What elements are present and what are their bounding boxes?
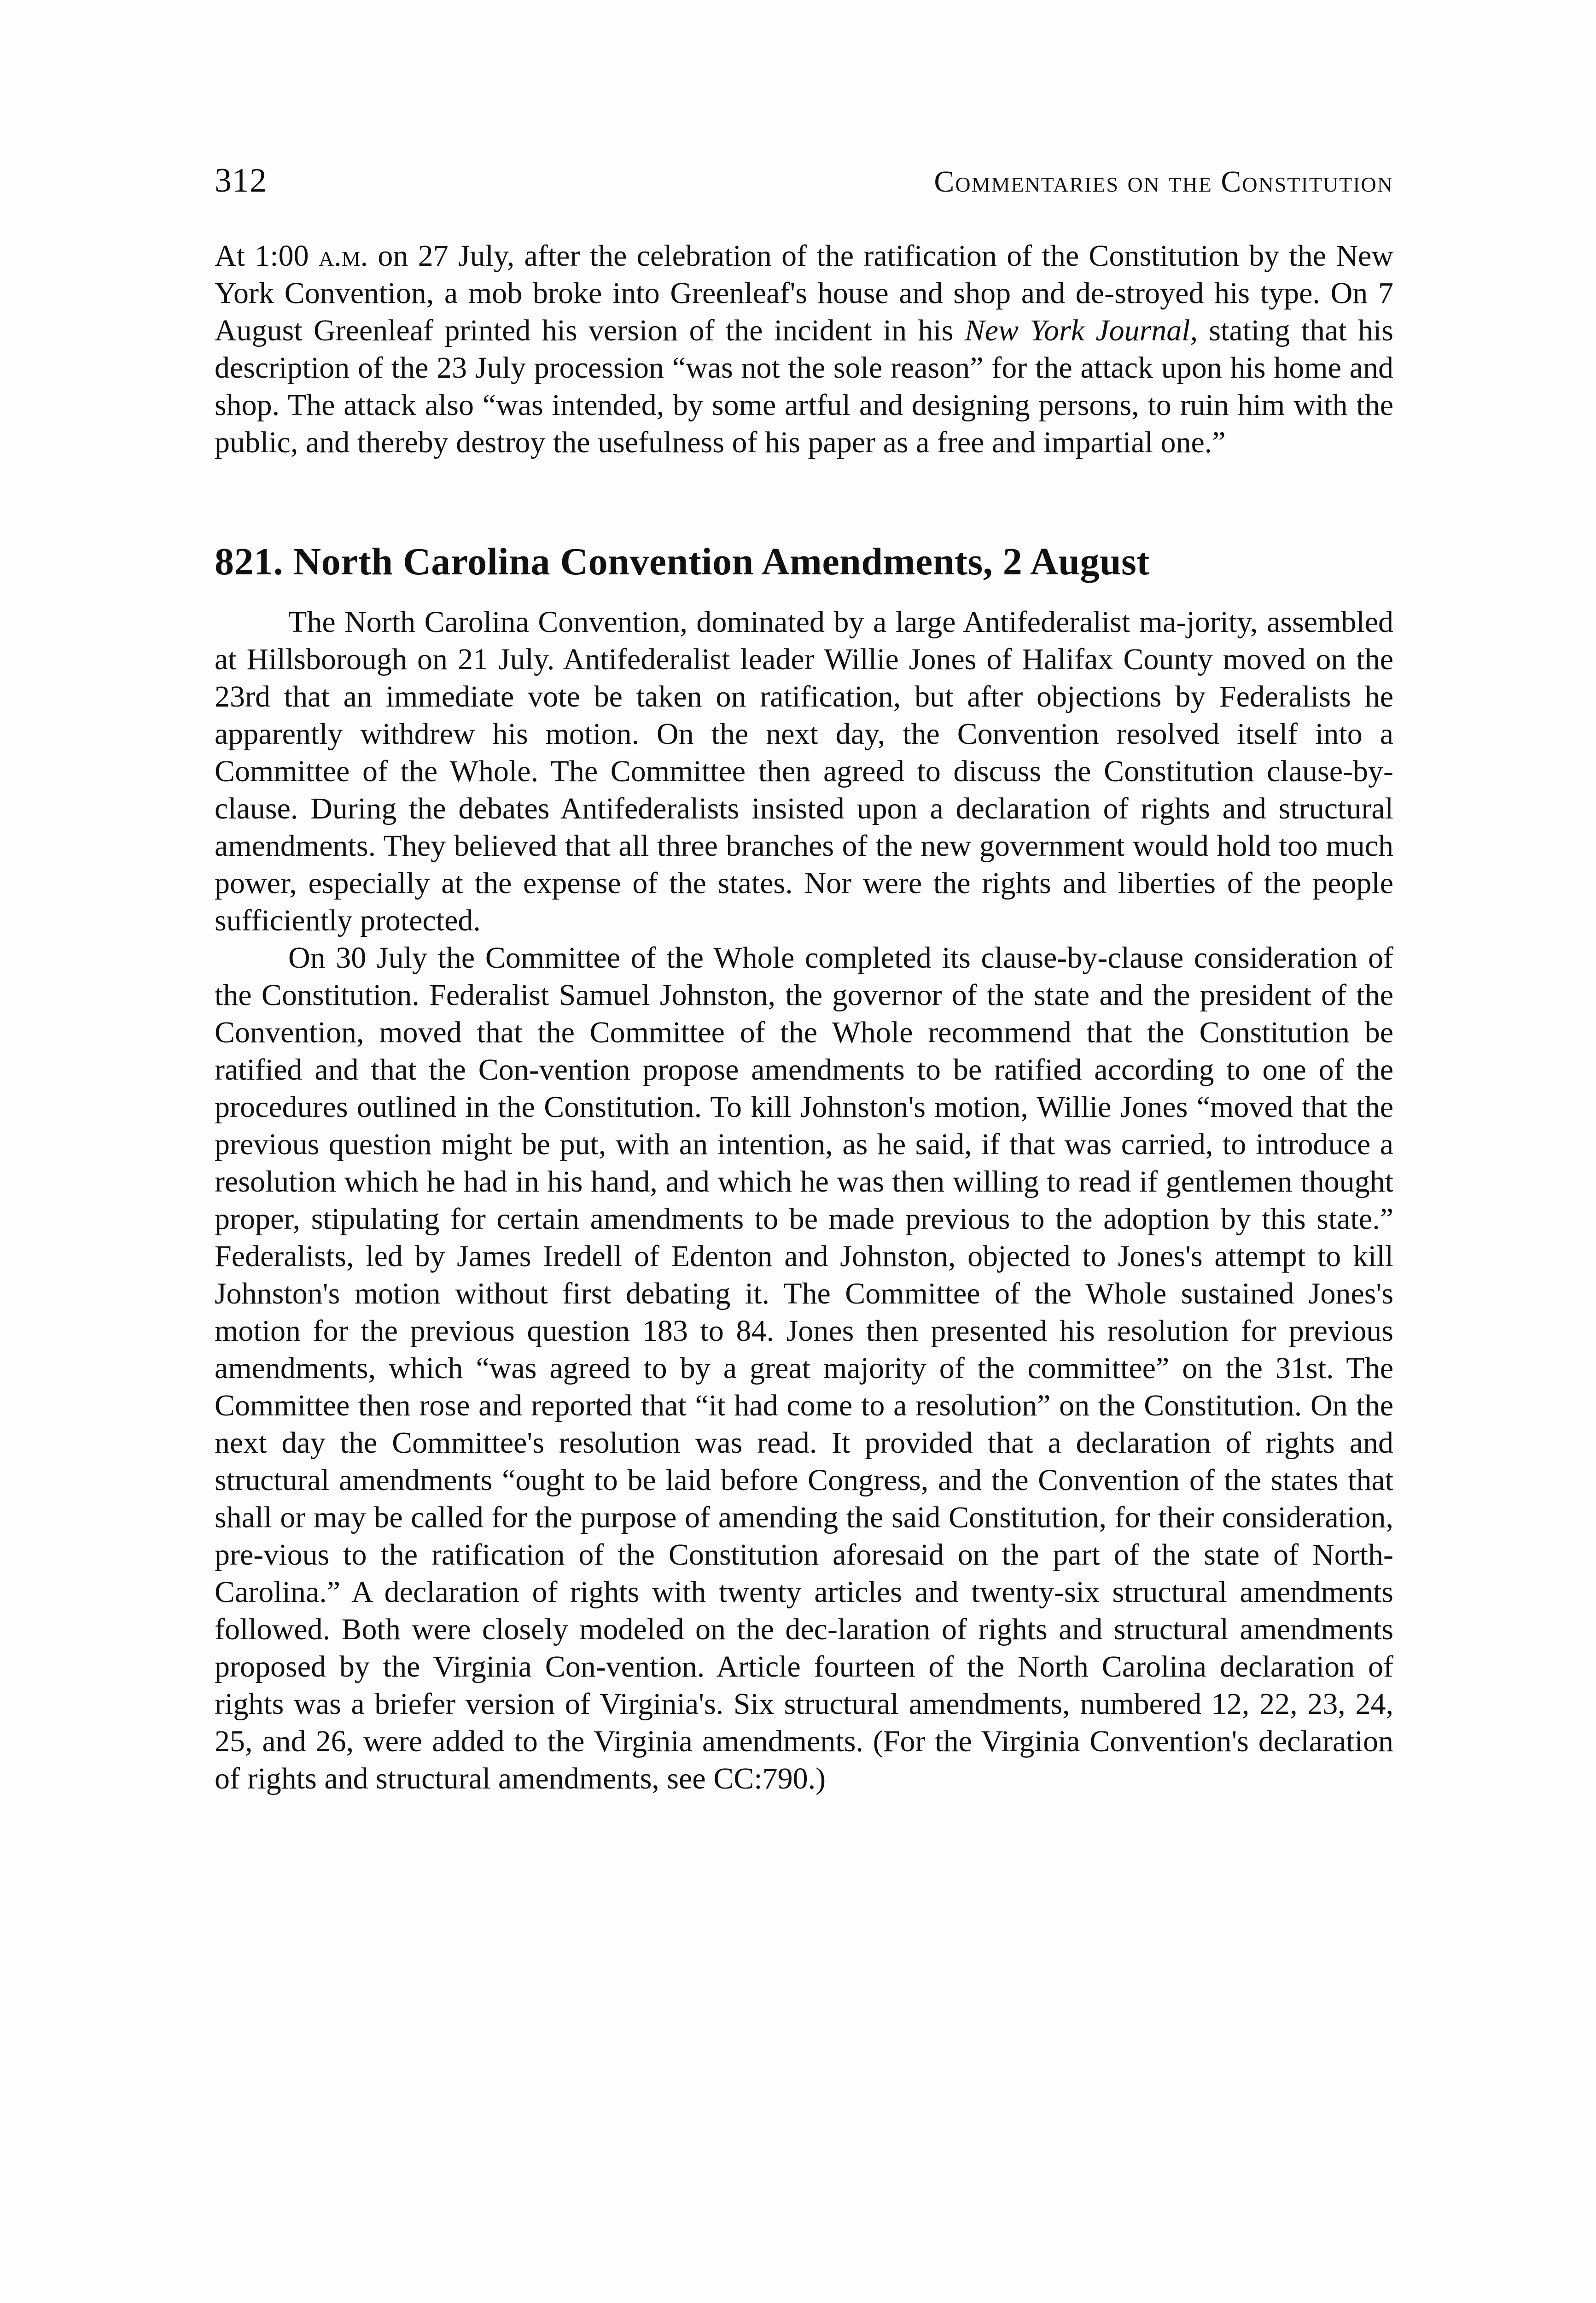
section-heading: 821. North Carolina Convention Amendments, 2 August xyxy=(215,540,1150,583)
intro-text-after-journal: stating that his description of the 23 July procession “was not the sole reason” for the attack upon his home and shop. The attack also “was intended, by some artful and designing persons, to ruin him with the public, and thereby destroy the usefulness of his paper as a free and impartial one.” xyxy=(215,314,1393,459)
running-title: Commentaries on the Constitution xyxy=(934,165,1393,199)
intro-text-after-time: on 27 July, after the celebration of the ratification of the Constitution by the New York Convention, a mob broke into Greenleaf's house and shop and de-stroyed his type. On 7 August Greenleaf printed his version of the incident in his xyxy=(215,239,1393,347)
intro-paragraph-block xyxy=(215,237,1393,461)
section-body xyxy=(215,603,1393,1797)
intro-paragraph xyxy=(215,237,1393,461)
body-paragraph-1: The North Carolina Convention, dominated by a large Antifederalist ma-jority, assembled at Hillsborough on 21 July. Antifederalist leader Willie Jones of Halifax County moved on the 23rd that an immediate vote be taken on ratification, but after objections by Federalists he apparently withdrew his motion. On the next day, the Convention resolved itself into a Committee of the Whole. The Committee then agreed to discuss the Constitution clause-by-clause. During the debates Antifederalists insisted upon a declaration of rights and structural amendments. They believed that all three branches of the new government would hold too much power, especially at the expense of the states. Nor were the rights and liberties of the people sufficiently protected. xyxy=(215,605,1393,937)
body-paragraph-2: On 30 July the Committee of the Whole completed its clause-by-clause consideration of the Constitution. Federalist Samuel Johnston, the governor of the state and the president of the Convention, moved that the Committee of the Whole recommend that the Constitution be ratified and that the Con-vention propose amendments to be ratified according to one of the procedures outlined in the Constitution. To kill Johnston's motion, Willie Jones “moved that the previous question might be put, with an intention, as he said, if that was carried, to introduce a resolution which he had in his hand, and which he was then willing to read if gentlemen thought proper, stipulating for certain amendments to be made previous to the adoption by this state.” Federalists, led by James Iredell of Edenton and Johnston, objected to Jones's attempt to kill Johnston's motion without first debating it. The Committee of the Whole sustained Jones's motion for the previous question 183 to 84. Jones then presented his resolution for previous amendments, which “was agreed to by a great majority of the committee” on the 31st. The Committee then rose and reported that “it had come to a resolution” on the Constitution. On the next day the Committee's resolution was read. It provided that a declaration of rights and structural amendments “ought to be laid before Congress, and the Convention of the states that shall or may be called for the purpose of amending the said Constitution, for their consideration, pre-vious to the ratification of the Constitution aforesaid on the part of the state of North-Carolina.” A declaration of rights with twenty articles and twenty-six structural amendments followed. Both were closely modeled on the dec-laration of rights and structural amendments proposed by the Virginia Con-vention. Article fourteen of the North Carolina declaration of rights was a briefer version of Virginia's. Six structural amendments, numbered 12, 22, 23, 24, 25, and 26, were added to the Virginia amendments. (For the Virginia Convention's declaration of rights and structural amendments, see CC:790.) xyxy=(215,941,1393,1795)
journal-title: New York Journal, xyxy=(964,314,1198,347)
page-number: 312 xyxy=(215,162,267,199)
intro-text-before-time: At 1:00 xyxy=(215,239,319,273)
running-head xyxy=(215,161,1393,203)
intro-time-suffix: a.m. xyxy=(318,239,368,273)
